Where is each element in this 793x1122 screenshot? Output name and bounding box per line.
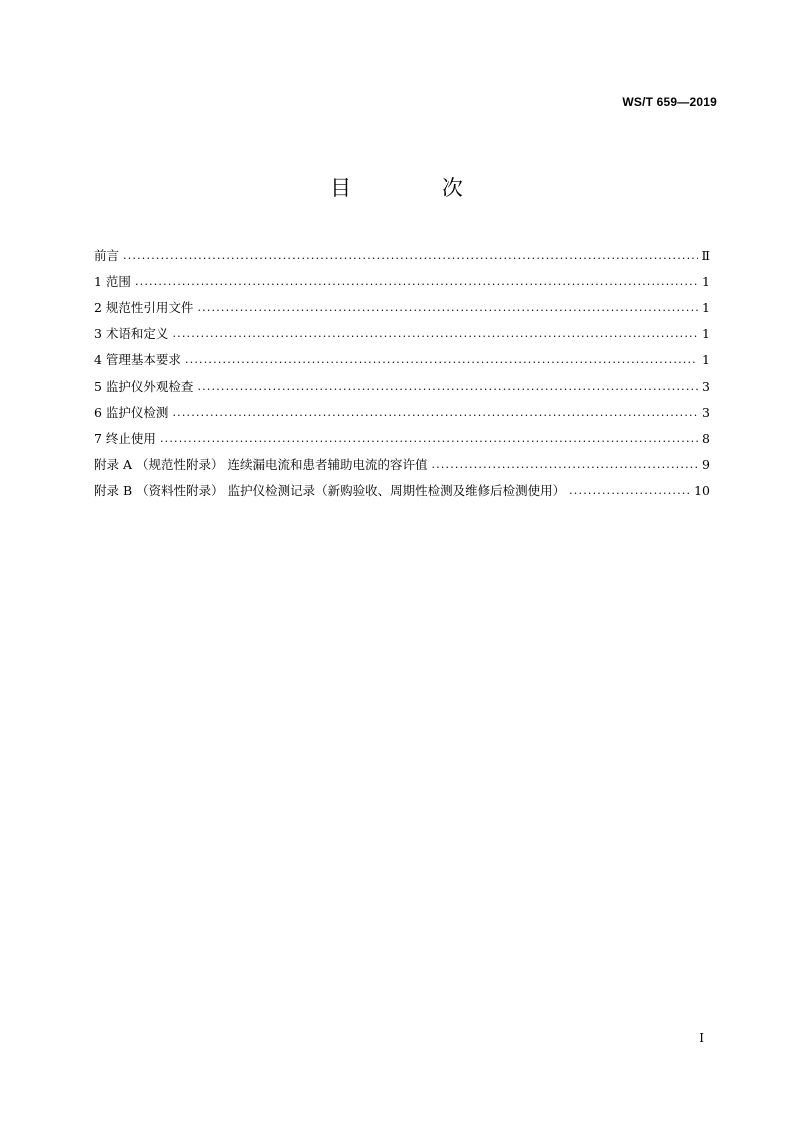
toc-entry-page: 1: [702, 300, 710, 316]
toc-entry-label: 4 管理基本要求: [94, 352, 181, 368]
toc-entry-page: 3: [702, 378, 710, 394]
toc-entry-page: 3: [702, 404, 710, 420]
toc-dot-leader: [197, 378, 698, 396]
toc-entry-label: 附录 A （规范性附录） 连续漏电流和患者辅助电流的容许值: [94, 456, 428, 472]
toc-entry-label: 7 终止使用: [94, 430, 156, 446]
standard-code: WS/T 659—2019: [622, 95, 717, 109]
toc-dot-leader: [172, 325, 698, 343]
toc-entry-label: 附录 B （资料性附录） 监护仪检测记录（新购验收、周期性检测及维修后检测使用）: [94, 482, 566, 498]
toc-dot-leader: [431, 456, 698, 474]
toc-dot-leader: [172, 404, 698, 422]
toc-entry-termination-of-use[interactable]: [94, 422, 710, 448]
toc-entry-scope[interactable]: [94, 265, 710, 291]
toc-entry-page: 9: [702, 456, 710, 472]
toc-entry-label: 2 规范性引用文件: [94, 300, 194, 316]
toc-entry-monitor-testing[interactable]: [94, 396, 710, 422]
toc-entry-page: 1: [702, 326, 710, 342]
toc-entry-appearance-inspection[interactable]: [94, 369, 710, 395]
toc-dot-leader: [160, 430, 698, 448]
page-number: I: [699, 1031, 704, 1045]
toc-entry-foreword[interactable]: [94, 239, 710, 265]
toc-list: [94, 239, 710, 500]
toc-title: 目 次: [330, 176, 505, 200]
toc-entry-annex-a[interactable]: [94, 448, 710, 474]
toc-dot-leader: [569, 482, 690, 500]
toc-dot-leader: [123, 247, 697, 265]
toc-entry-label: 1 范围: [94, 274, 131, 290]
toc-dot-leader: [185, 351, 698, 369]
toc-entry-terms-definitions[interactable]: [94, 317, 710, 343]
toc-entry-page: 10: [694, 482, 710, 498]
toc-dot-leader: [197, 299, 698, 317]
toc-entry-annex-b[interactable]: [94, 474, 710, 500]
toc-entry-label: 5 监护仪外观检查: [94, 378, 194, 394]
toc-dot-leader: [135, 273, 698, 291]
toc-entry-management-requirements[interactable]: [94, 343, 710, 369]
toc-entry-label: 前言: [94, 248, 120, 264]
toc-entry-page: 1: [702, 274, 710, 290]
toc-entry-normative-references[interactable]: [94, 291, 710, 317]
toc-entry-page: Ⅱ: [701, 248, 710, 264]
toc-entry-page: 8: [702, 430, 710, 446]
toc-entry-label: 6 监护仪检测: [94, 404, 169, 420]
toc-entry-page: 1: [702, 352, 710, 368]
toc-entry-label: 3 术语和定义: [94, 326, 169, 342]
